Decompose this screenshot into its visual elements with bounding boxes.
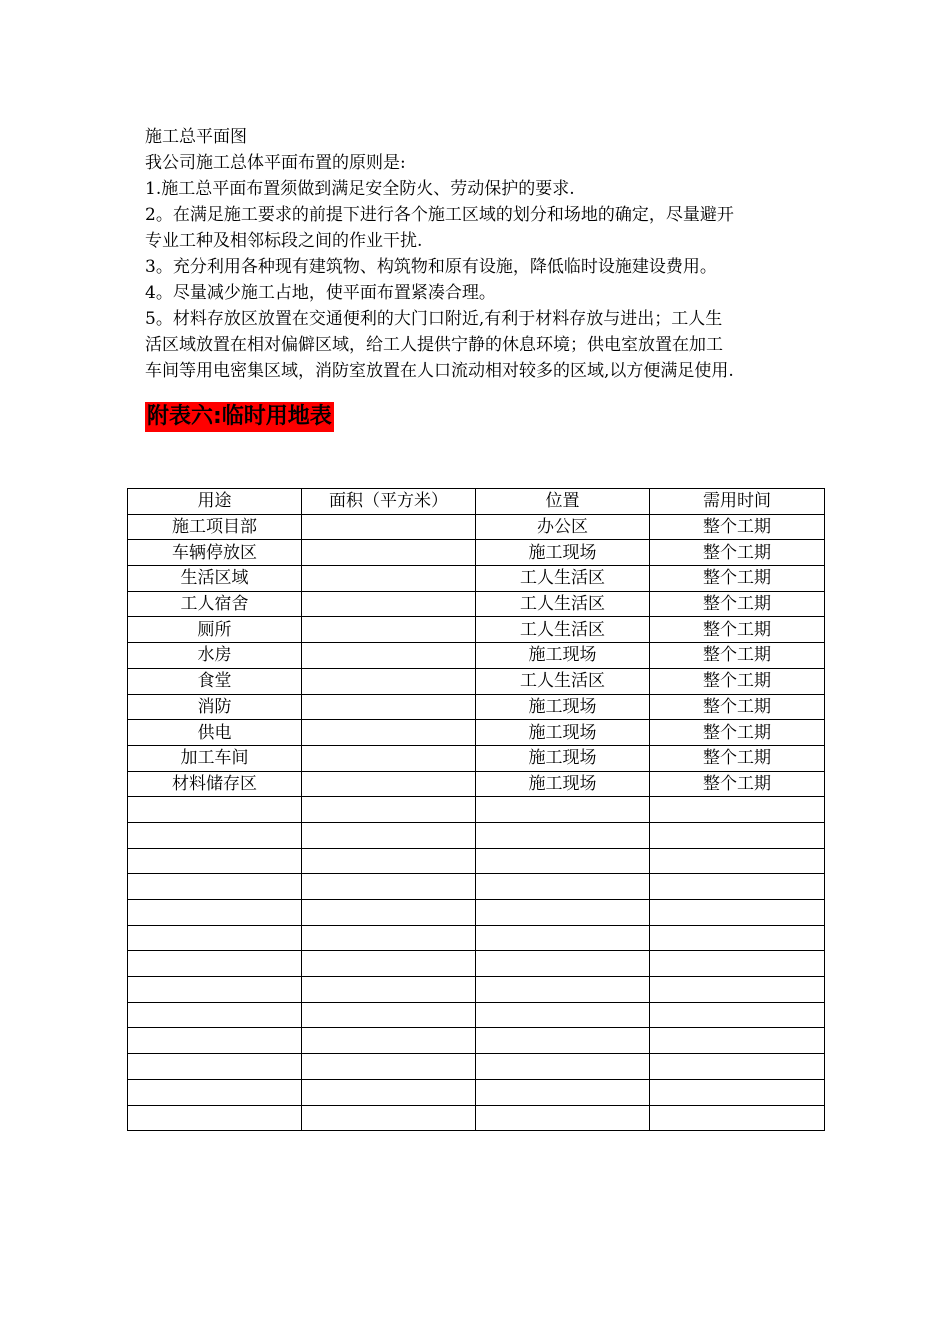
table-row bbox=[128, 848, 825, 874]
cell-area bbox=[302, 771, 476, 797]
cell-location: 工人生活区 bbox=[476, 668, 650, 694]
cell-purpose bbox=[128, 822, 302, 848]
principle-5-line-2: 活区域放置在相对偏僻区域，给工人提供宁静的休息环境；供电室放置在加工 bbox=[145, 335, 723, 355]
table-row bbox=[128, 643, 825, 669]
cell-duration: 整个工期 bbox=[650, 643, 825, 669]
cell-purpose bbox=[128, 1002, 302, 1028]
table-row bbox=[128, 694, 825, 720]
table-row bbox=[128, 822, 825, 848]
table-body bbox=[128, 514, 825, 1131]
table-row bbox=[128, 874, 825, 900]
header-area: 面积（平方米） bbox=[302, 489, 476, 515]
cell-purpose bbox=[128, 925, 302, 951]
principle-2-line-1: 2。在满足施工要求的前提下进行各个施工区域的划分和场地的确定，尽量避开 bbox=[145, 205, 734, 225]
principle-1: 1.施工总平面布置须做到满足安全防火、劳动保护的要求. bbox=[145, 179, 575, 199]
cell-duration bbox=[650, 1002, 825, 1028]
principle-5-line-3: 车间等用电密集区域，消防室放置在人口流动相对较多的区域,以方便满足使用. bbox=[145, 361, 734, 381]
cell-location: 施工现场 bbox=[476, 771, 650, 797]
cell-area bbox=[302, 566, 476, 592]
cell-duration bbox=[650, 874, 825, 900]
cell-location bbox=[476, 977, 650, 1003]
cell-location bbox=[476, 1105, 650, 1131]
cell-area bbox=[302, 591, 476, 617]
cell-purpose: 食堂 bbox=[128, 668, 302, 694]
cell-area bbox=[302, 617, 476, 643]
cell-area bbox=[302, 797, 476, 823]
cell-location: 工人生活区 bbox=[476, 566, 650, 592]
header-duration: 需用时间 bbox=[650, 489, 825, 515]
table-row bbox=[128, 514, 825, 540]
principle-5-line-1: 5。材料存放区放置在交通便利的大门口附近,有利于材料存放与进出；工人生 bbox=[145, 309, 723, 329]
cell-duration bbox=[650, 1105, 825, 1131]
cell-purpose: 供电 bbox=[128, 720, 302, 746]
table-row bbox=[128, 540, 825, 566]
table-header-row bbox=[128, 489, 825, 515]
cell-purpose: 车辆停放区 bbox=[128, 540, 302, 566]
table-row bbox=[128, 1054, 825, 1080]
table-row bbox=[128, 951, 825, 977]
table-row bbox=[128, 900, 825, 926]
table-row bbox=[128, 1028, 825, 1054]
cell-area bbox=[302, 745, 476, 771]
cell-duration: 整个工期 bbox=[650, 540, 825, 566]
principle-3: 3。充分利用各种现有建筑物、构筑物和原有设施，降低临时设施建设费用。 bbox=[145, 257, 717, 277]
cell-purpose bbox=[128, 797, 302, 823]
cell-area bbox=[302, 900, 476, 926]
cell-duration: 整个工期 bbox=[650, 745, 825, 771]
cell-duration bbox=[650, 797, 825, 823]
cell-location: 施工现场 bbox=[476, 540, 650, 566]
table-row bbox=[128, 1079, 825, 1105]
cell-duration bbox=[650, 951, 825, 977]
cell-purpose: 材料储存区 bbox=[128, 771, 302, 797]
cell-location bbox=[476, 1079, 650, 1105]
cell-duration bbox=[650, 848, 825, 874]
cell-location bbox=[476, 1028, 650, 1054]
cell-location: 办公区 bbox=[476, 514, 650, 540]
cell-duration bbox=[650, 900, 825, 926]
cell-duration bbox=[650, 1054, 825, 1080]
table-heading-wrap bbox=[145, 402, 334, 432]
cell-duration: 整个工期 bbox=[650, 668, 825, 694]
cell-purpose bbox=[128, 951, 302, 977]
table-row bbox=[128, 925, 825, 951]
cell-area bbox=[302, 668, 476, 694]
cell-location bbox=[476, 925, 650, 951]
cell-purpose bbox=[128, 874, 302, 900]
cell-area bbox=[302, 514, 476, 540]
cell-duration bbox=[650, 822, 825, 848]
cell-purpose bbox=[128, 1105, 302, 1131]
cell-location bbox=[476, 797, 650, 823]
cell-duration: 整个工期 bbox=[650, 617, 825, 643]
cell-location bbox=[476, 822, 650, 848]
cell-area bbox=[302, 1105, 476, 1131]
cell-location: 工人生活区 bbox=[476, 617, 650, 643]
cell-location bbox=[476, 900, 650, 926]
table-row bbox=[128, 771, 825, 797]
cell-area bbox=[302, 822, 476, 848]
cell-purpose: 加工车间 bbox=[128, 745, 302, 771]
principle-4: 4。尽量减少施工占地，使平面布置紧凑合理。 bbox=[145, 283, 496, 303]
document-body bbox=[145, 124, 825, 384]
cell-purpose: 施工项目部 bbox=[128, 514, 302, 540]
cell-area bbox=[302, 1028, 476, 1054]
cell-area bbox=[302, 848, 476, 874]
cell-area bbox=[302, 540, 476, 566]
cell-purpose bbox=[128, 1054, 302, 1080]
cell-purpose: 工人宿舍 bbox=[128, 591, 302, 617]
table-row bbox=[128, 745, 825, 771]
cell-purpose bbox=[128, 1028, 302, 1054]
cell-location: 施工现场 bbox=[476, 694, 650, 720]
cell-purpose: 消防 bbox=[128, 694, 302, 720]
cell-duration: 整个工期 bbox=[650, 771, 825, 797]
cell-area bbox=[302, 925, 476, 951]
cell-location bbox=[476, 848, 650, 874]
table-row bbox=[128, 977, 825, 1003]
cell-area bbox=[302, 1054, 476, 1080]
cell-area bbox=[302, 977, 476, 1003]
cell-area bbox=[302, 643, 476, 669]
doc-title: 施工总平面图 bbox=[145, 127, 247, 147]
cell-duration bbox=[650, 1028, 825, 1054]
cell-duration: 整个工期 bbox=[650, 720, 825, 746]
table-row bbox=[128, 1002, 825, 1028]
cell-location bbox=[476, 951, 650, 977]
cell-location bbox=[476, 1002, 650, 1028]
cell-location bbox=[476, 874, 650, 900]
cell-duration bbox=[650, 925, 825, 951]
cell-duration: 整个工期 bbox=[650, 591, 825, 617]
table-row bbox=[128, 591, 825, 617]
cell-area bbox=[302, 1079, 476, 1105]
cell-duration bbox=[650, 1079, 825, 1105]
principle-intro: 我公司施工总体平面布置的原则是: bbox=[145, 153, 406, 173]
table-row bbox=[128, 668, 825, 694]
table-row bbox=[128, 797, 825, 823]
cell-duration bbox=[650, 977, 825, 1003]
cell-area bbox=[302, 951, 476, 977]
cell-location: 工人生活区 bbox=[476, 591, 650, 617]
cell-duration: 整个工期 bbox=[650, 566, 825, 592]
cell-purpose bbox=[128, 900, 302, 926]
cell-purpose bbox=[128, 977, 302, 1003]
table-row bbox=[128, 720, 825, 746]
cell-purpose bbox=[128, 848, 302, 874]
cell-location: 施工现场 bbox=[476, 745, 650, 771]
header-purpose: 用途 bbox=[128, 489, 302, 515]
principle-2-line-2: 专业工种及相邻标段之间的作业干扰. bbox=[145, 231, 423, 251]
table-row bbox=[128, 566, 825, 592]
cell-purpose: 生活区域 bbox=[128, 566, 302, 592]
cell-location: 施工现场 bbox=[476, 720, 650, 746]
table-row bbox=[128, 1105, 825, 1131]
table-row bbox=[128, 617, 825, 643]
cell-area bbox=[302, 720, 476, 746]
cell-location: 施工现场 bbox=[476, 643, 650, 669]
cell-area bbox=[302, 694, 476, 720]
cell-purpose bbox=[128, 1079, 302, 1105]
land-use-table bbox=[127, 488, 825, 1131]
table-heading: 附表六:临时用地表 bbox=[145, 402, 334, 432]
cell-area bbox=[302, 1002, 476, 1028]
cell-duration: 整个工期 bbox=[650, 514, 825, 540]
cell-duration: 整个工期 bbox=[650, 694, 825, 720]
cell-location bbox=[476, 1054, 650, 1080]
header-location: 位置 bbox=[476, 489, 650, 515]
cell-purpose: 水房 bbox=[128, 643, 302, 669]
cell-purpose: 厕所 bbox=[128, 617, 302, 643]
cell-area bbox=[302, 874, 476, 900]
